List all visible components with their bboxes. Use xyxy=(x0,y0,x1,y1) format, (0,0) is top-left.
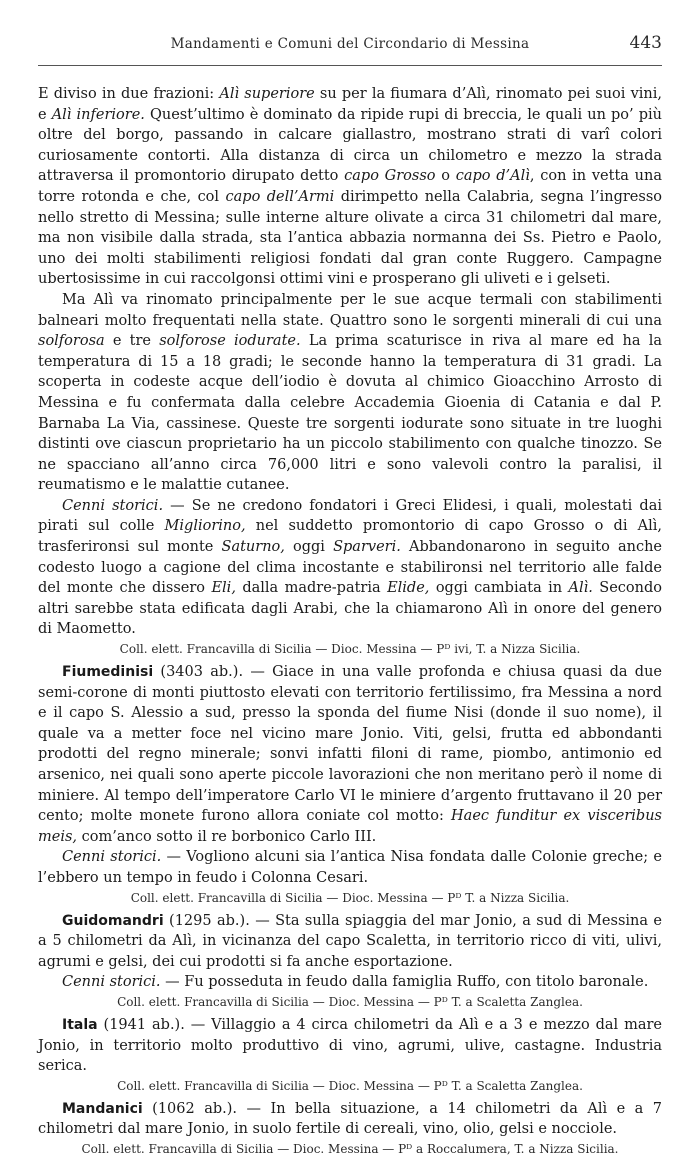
entry-guidomandri: Guidomandri (1295 ab.). — Sta sulla spiaggia del mar Jonio, a sud di Messina e a 5 chilometri da Alì, in vicinanza del capo Scaletta, in territorio ricco di viti, ulivi, agrumi e gelsi, dei cui prodotti si fa anche esportazione. xyxy=(38,912,662,970)
page-number: 443 xyxy=(629,33,662,53)
running-head-title: Mandamenti e Comuni del Circondario di Messina xyxy=(170,36,530,52)
ali-collegio-note: Coll. elett. Francavilla di Sicilia — Dioc. Messina — Pᴰ ivi, T. a Nizza Sicilia. xyxy=(119,642,581,657)
entry-title-fiumedinisi: Fiumedinisi xyxy=(62,664,154,681)
mandanici-collegio-note: Coll. elett. Francavilla di Sicilia — Dioc. Messina — Pᴰ a Roccalumera, T. a Nizza Sicilia. xyxy=(81,1141,619,1156)
ali-paragraph-terme: Ma Alì va rinomato principalmente per le sue acque termali con stabilimenti balneari molto frequentati nella state. Quattro sono le sorgenti minerali di cui una solforosa e tre solforose iodurate. La prima scaturisce in riva al mare ed ha la temperatura di 15 a 18 gradi; le seconde hanno la temperatura di 31 gradi. La scoperta in codeste acque dell’iodio è dovuta al chimico Gioacchino Arrosto di Messina e fu confermata dalla celebre Accademia Gioenia di Catania e dal P. Barnaba La Via, cassinese. Queste tre sorgenti iodurate sono situate in tre luoghi distinti ove ciascun proprietario ha un piccolo stabilimento con qualche tinozzo. Se ne spacciano all’anno circa 76,000 litri e sono valevoli contro la paralisi, il reumatismo e le malattie cutanee. xyxy=(38,291,663,494)
entry-title-guidomandri: Guidomandri xyxy=(62,912,164,929)
guidomandri-cenni-storici: Cenni storici. — Fu posseduta in feudo dalla famiglia Ruffo, con titolo baronale. xyxy=(62,974,649,991)
entry-mandanici: Mandanici (1062 ab.). — In bella situazione, a 14 chilometri da Alì e a 7 chilometri dal mare Jonio, in suolo fertile di cereali, vino, olio, gelsi e nocciole. xyxy=(38,1100,662,1138)
header-rule xyxy=(38,65,662,66)
running-head xyxy=(38,33,662,58)
fiumedinisi-cenni-storici: Cenni storici. — Vogliono alcuni sia l’antica Nisa fondata dalle Colonie greche; e l’ebbero un tempo in feudo i Colonna Cesari. xyxy=(38,849,662,886)
guidomandri-collegio-note: Coll. elett. Francavilla di Sicilia — Dioc. Messina — Pᴰ T. a Scaletta Zanglea. xyxy=(117,994,583,1009)
entry-itala: Itala (1941 ab.). — Villaggio a 4 circa chilometri da Alì e a 3 e mezzo dal mare Jonio, in territorio molto produttivo di vino, agrumi, ulive, castagne. Industria serica. xyxy=(38,1016,662,1075)
entry-fiumedinisi: Fiumedinisi (3403 ab.). — Giace in una valle profonda e chiusa quasi da due semi-corone di monti piuttosto elevati con territorio fertilissimo, fra Messina a nord e il capo S. Alessio a sud, presso la sponda del fiume Nisi (donde il suo nome), il quale va a metter foce nel vicino mare Jonio. Viti, gelsi, frutta ed abbondanti prodotti del regno minerale; sonvi infatti filoni di rame, piombo, antimonio ed arsenico, nei quali sono aperte piccole lavorazioni che non meritano però il nome di miniere. Al tempo dell’imperatore Carlo VI le miniere d’argento fruttavano il 20 per cento; molte monete furono allora coniate col motto: Haec funditur ex visceribus meis, com’anco sotto il re borbonico Carlo III. xyxy=(38,664,662,845)
fiumedinisi-collegio-note: Coll. elett. Francavilla di Sicilia — Dioc. Messina — Pᴰ T. a Nizza Sicilia. xyxy=(130,890,570,905)
entry-title-itala: Itala xyxy=(62,1016,98,1033)
itala-collegio-note: Coll. elett. Francavilla di Sicilia — Dioc. Messina — Pᴰ T. a Scaletta Zanglea. xyxy=(117,1078,583,1093)
ali-paragraph-cenni-storici: Cenni storici. — Se ne credono fondatori i Greci Elidesi, i quali, molestati dai pirati sul colle Migliorino, nel suddetto promontorio di capo Grosso o di Alì, trasferironsi sul monte Saturno, oggi Sparveri. Abbandonarono in seguito anche codesto luogo a cagione del clima incostante e stabilironsi nel territorio alle falde del monte che dissero Eli, dalla madre-patria Elide, oggi cambiata in Alì. Secondo altri sarebbe stata edificata dagli Arabi, che la chiamarono Alì in onore del genero di Maometto. xyxy=(38,497,663,638)
entry-title-mandanici: Mandanici xyxy=(62,1100,143,1117)
ali-paragraph-frazioni: E diviso in due frazioni: Alì superiore su per la fiumara d’Alì, rinomato pei suoi vini, e Alì inferiore. Quest’ultimo è dominato da ripide rupi di breccia, le quali un po’ più oltre del borgo, passando in calcare giallastro, mostrano strati di varî colori curiosamente contorti. Alla distanza di circa un chilometro e mezzo la strada attraversa il promontorio dirupato detto capo Grosso o capo d’Alì, con in vetta una torre rotonda e che, col capo dell’Armi dirimpetto nella Calabria, segna l’ingresso nello stretto di Messina; sulle interne alture olivate a circa 31 chilometri dal mare, ma non visibile dalla strada, sta l’antica abbazia normanna dei Ss. Pietro e Paolo, uno dei molti stabilimenti religiosi fondati dal gran conte Ruggero. Campagne ubertosissime in cui raccolgonsi ottimi vini e prosperano gli uliveti e i gelseti. xyxy=(38,86,663,288)
